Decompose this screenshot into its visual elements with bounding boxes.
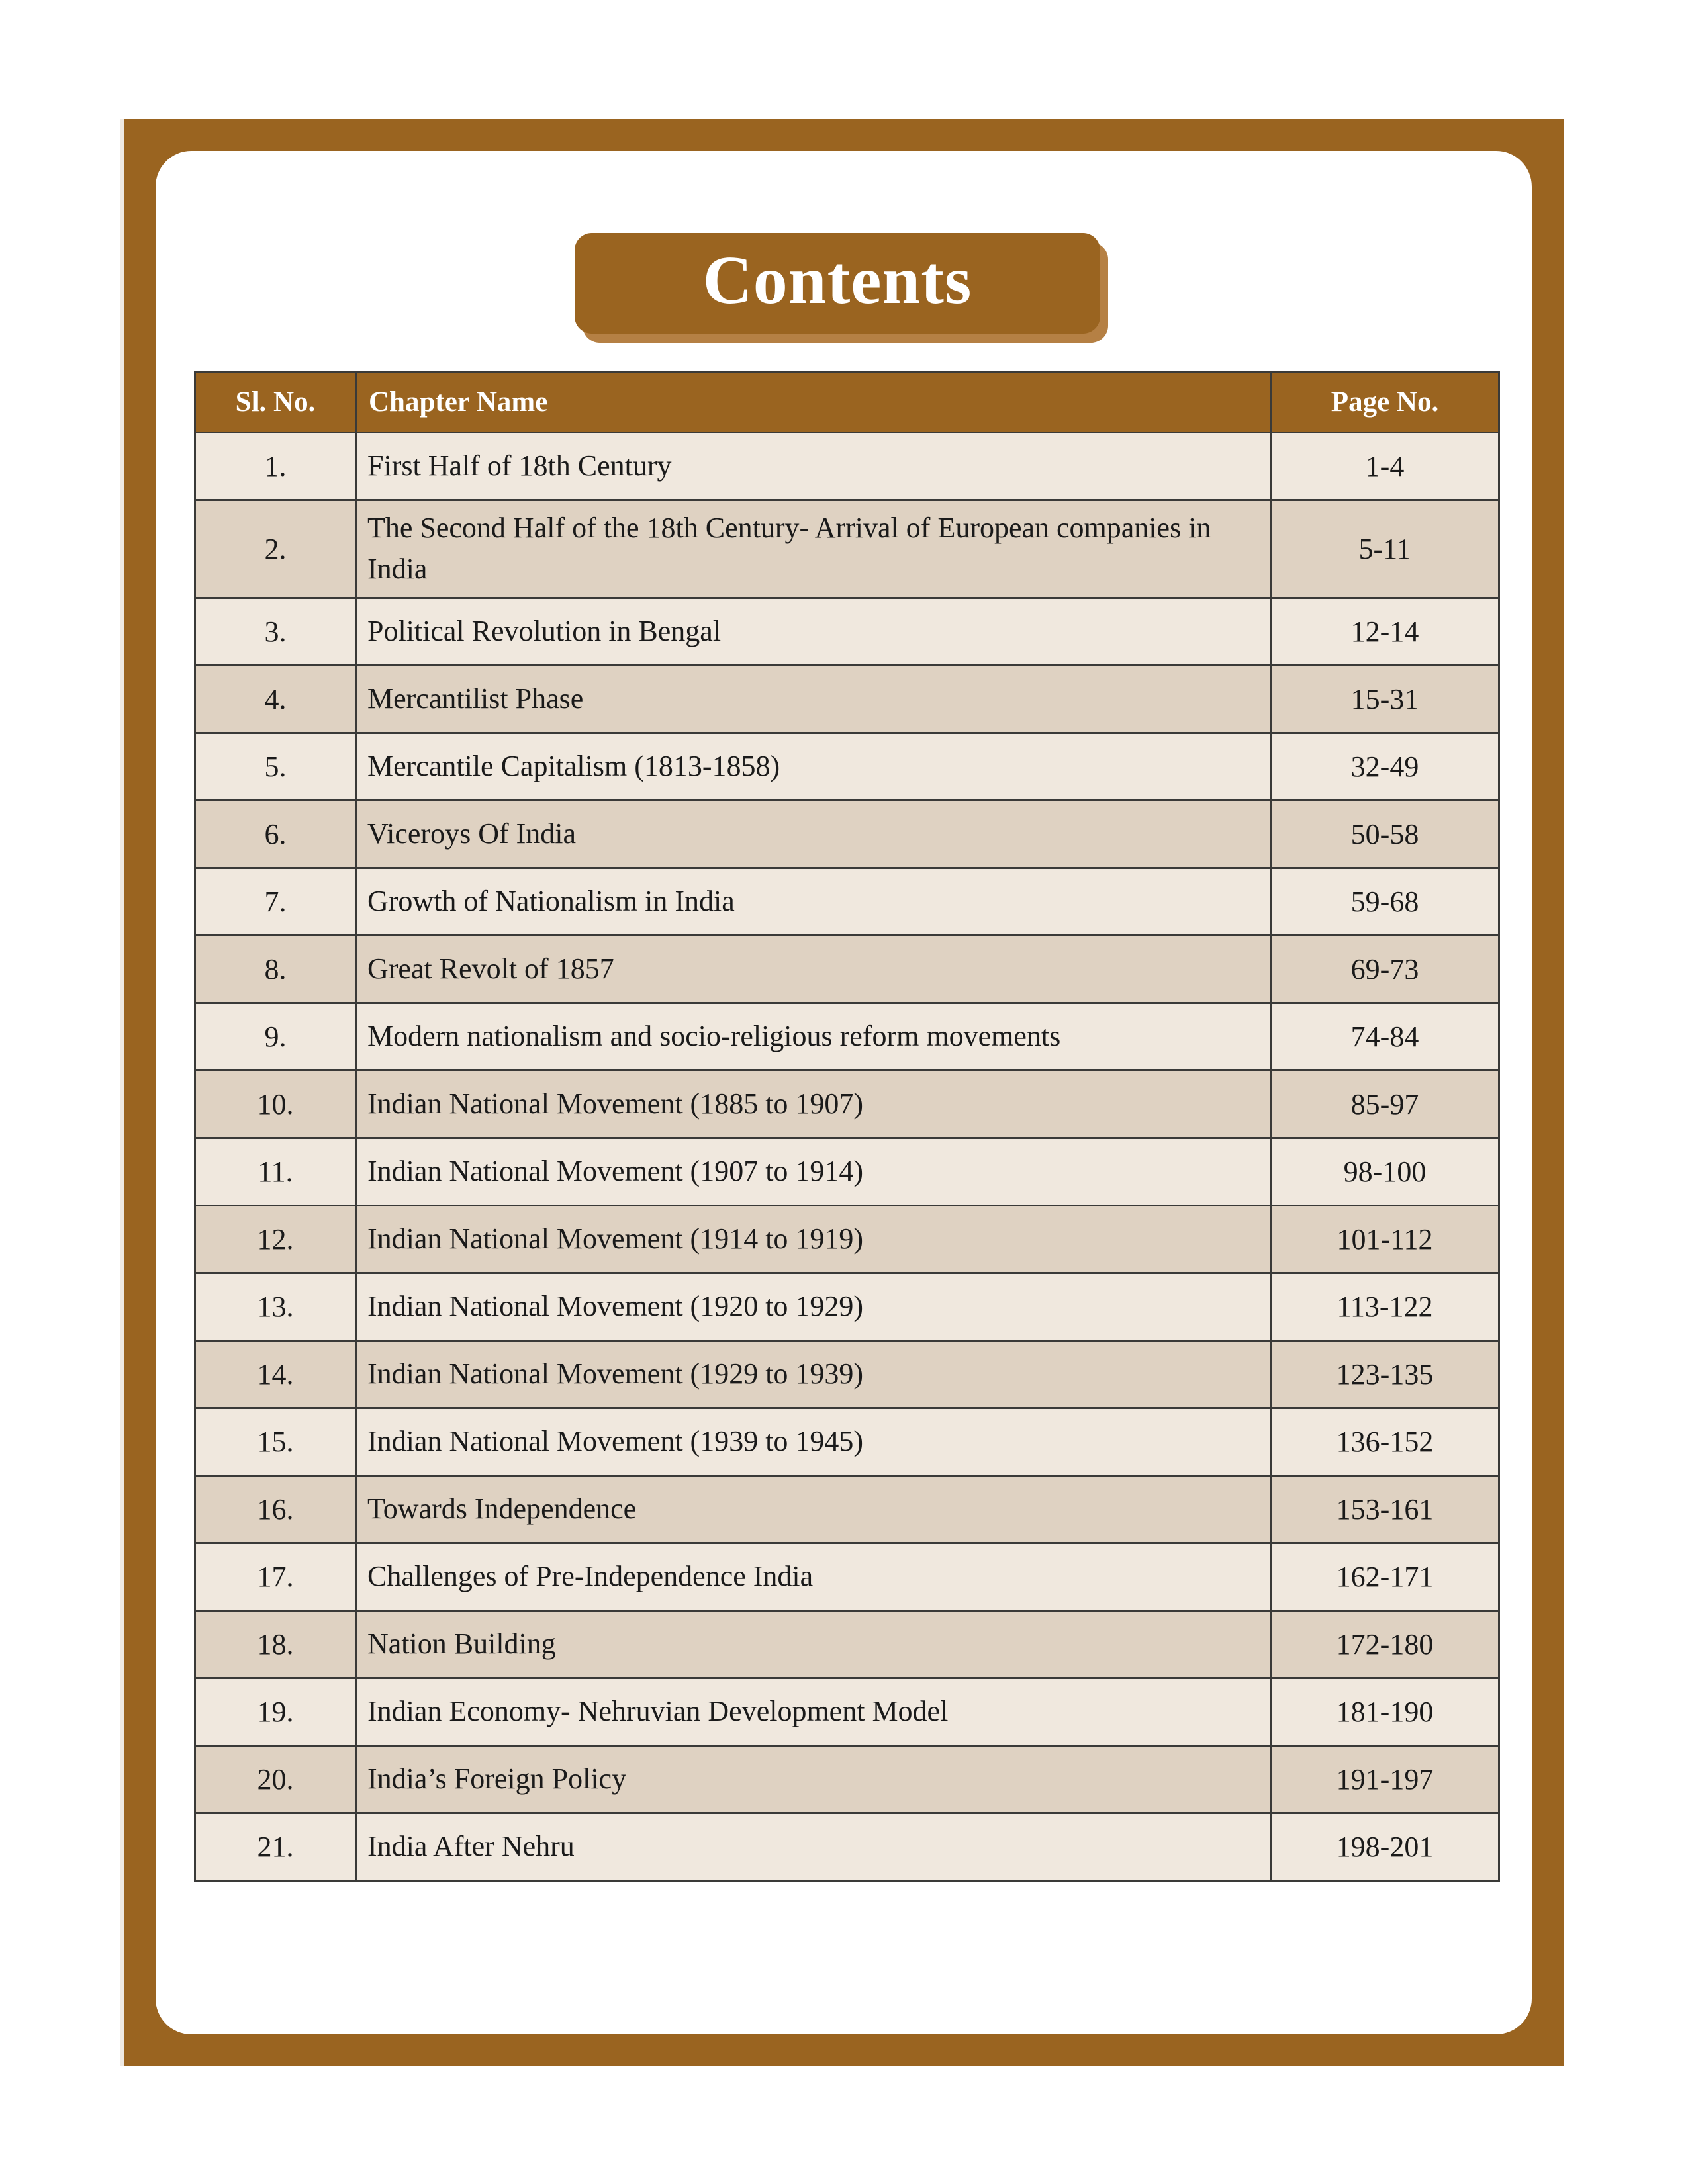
cell-page-no: 98-100 [1271,1138,1499,1205]
cell-page-no: 85-97 [1271,1070,1499,1138]
cell-chapter-name: Political Revolution in Bengal [356,598,1271,665]
cell-page-no: 172-180 [1271,1610,1499,1678]
cell-page-no: 5-11 [1271,500,1499,598]
table-row [195,1678,1499,1745]
cell-page-no: 153-161 [1271,1475,1499,1543]
cell-sl-no: 18. [195,1610,356,1678]
cell-sl-no: 14. [195,1340,356,1408]
cell-page-no: 12-14 [1271,598,1499,665]
cell-sl-no: 2. [195,500,356,598]
cell-chapter-name: Indian National Movement (1907 to 1914) [356,1138,1271,1205]
cell-chapter-name: Indian National Movement (1920 to 1929) [356,1273,1271,1340]
cell-page-no: 181-190 [1271,1678,1499,1745]
table-row [195,800,1499,868]
table-row [195,1340,1499,1408]
table-row [195,1273,1499,1340]
contents-title-banner [575,233,1100,334]
page-border-hairline [120,119,124,2066]
table-row [195,665,1499,733]
cell-page-no: 136-152 [1271,1408,1499,1475]
table-body [195,433,1499,1881]
cell-chapter-name: Modern nationalism and socio-religious reform movements [356,1003,1271,1070]
cell-chapter-name: Indian Economy- Nehruvian Development Model [356,1678,1271,1745]
cell-sl-no: 9. [195,1003,356,1070]
cell-page-no: 191-197 [1271,1745,1499,1813]
cell-sl-no: 12. [195,1205,356,1273]
cell-sl-no: 17. [195,1543,356,1610]
cell-chapter-name: Mercantile Capitalism (1813-1858) [356,733,1271,800]
cell-page-no: 69-73 [1271,935,1499,1003]
cell-chapter-name: Indian National Movement (1914 to 1919) [356,1205,1271,1273]
column-header-chapter-name: Chapter Name [356,372,1271,433]
cell-sl-no: 16. [195,1475,356,1543]
table-row [195,1475,1499,1543]
title-banner-plate [575,233,1100,334]
cell-page-no: 74-84 [1271,1003,1499,1070]
table-row [195,1205,1499,1273]
cell-sl-no: 4. [195,665,356,733]
cell-sl-no: 15. [195,1408,356,1475]
table-row [195,1610,1499,1678]
cell-page-no: 32-49 [1271,733,1499,800]
cell-sl-no: 5. [195,733,356,800]
cell-page-no: 123-135 [1271,1340,1499,1408]
cell-sl-no: 1. [195,433,356,500]
cell-chapter-name: First Half of 18th Century [356,433,1271,500]
column-header-page-no: Page No. [1271,372,1499,433]
cell-chapter-name: Indian National Movement (1929 to 1939) [356,1340,1271,1408]
cell-sl-no: 10. [195,1070,356,1138]
cell-chapter-name: Towards Independence [356,1475,1271,1543]
cell-chapter-name: Challenges of Pre-Independence India [356,1543,1271,1610]
table-row [195,935,1499,1003]
table-row [195,433,1499,500]
table-row [195,1138,1499,1205]
table-row [195,1813,1499,1880]
cell-sl-no: 21. [195,1813,356,1880]
table-row [195,1003,1499,1070]
cell-chapter-name: India’s Foreign Policy [356,1745,1271,1813]
cell-sl-no: 11. [195,1138,356,1205]
table-row [195,598,1499,665]
cell-chapter-name: The Second Half of the 18th Century- Arrival of European companies in India [356,500,1271,598]
table-of-contents-table [194,371,1500,1882]
cell-sl-no: 6. [195,800,356,868]
table-row [195,868,1499,935]
cell-chapter-name: Indian National Movement (1939 to 1945) [356,1408,1271,1475]
cell-chapter-name: Mercantilist Phase [356,665,1271,733]
cell-page-no: 198-201 [1271,1813,1499,1880]
page-title: Contents [702,242,972,318]
cell-page-no: 1-4 [1271,433,1499,500]
table-row [195,1408,1499,1475]
table-header-row [195,372,1499,433]
cell-sl-no: 13. [195,1273,356,1340]
table-row [195,1745,1499,1813]
cell-page-no: 59-68 [1271,868,1499,935]
cell-chapter-name: Indian National Movement (1885 to 1907) [356,1070,1271,1138]
cell-page-no: 50-58 [1271,800,1499,868]
cell-sl-no: 19. [195,1678,356,1745]
cell-chapter-name: Nation Building [356,1610,1271,1678]
cell-page-no: 162-171 [1271,1543,1499,1610]
table-header [195,372,1499,433]
cell-chapter-name: Growth of Nationalism in India [356,868,1271,935]
cell-sl-no: 3. [195,598,356,665]
cell-chapter-name: Great Revolt of 1857 [356,935,1271,1003]
cell-page-no: 15-31 [1271,665,1499,733]
table-row [195,1543,1499,1610]
cell-chapter-name: India After Nehru [356,1813,1271,1880]
table-row [195,500,1499,598]
cell-sl-no: 20. [195,1745,356,1813]
cell-page-no: 113-122 [1271,1273,1499,1340]
table-row [195,1070,1499,1138]
cell-sl-no: 7. [195,868,356,935]
table-row [195,733,1499,800]
column-header-sl-no: Sl. No. [195,372,356,433]
cell-chapter-name: Viceroys Of India [356,800,1271,868]
cell-sl-no: 8. [195,935,356,1003]
cell-page-no: 101-112 [1271,1205,1499,1273]
